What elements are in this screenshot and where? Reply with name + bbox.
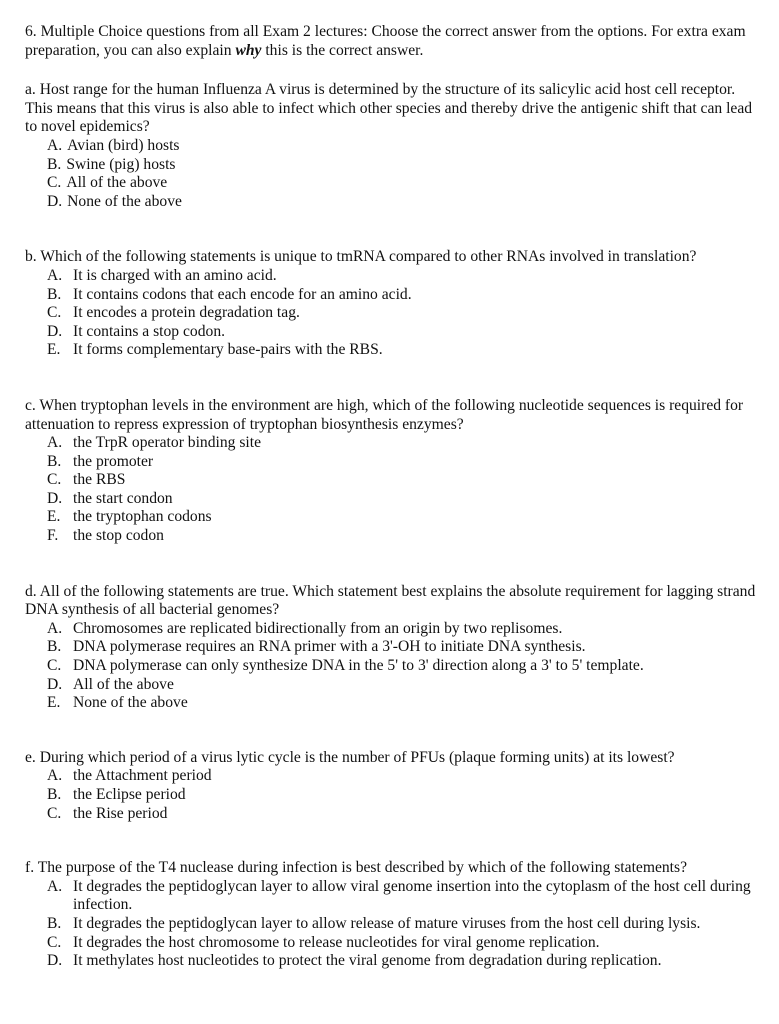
option-letter: C. [47,657,62,675]
instructions-emphasis: why [235,41,262,59]
instructions-header [25,23,757,60]
option-text: It contains codons that each encode for an amino acid. [73,285,412,303]
option-text: the TrpR operator binding site [73,434,261,452]
option-letter: E. [47,341,61,359]
option-list [25,137,757,211]
option-c [47,471,757,490]
option-text: the Eclipse period [73,786,186,803]
option-text: the Attachment period [73,767,212,785]
option-e [47,341,757,360]
option-list [25,878,757,971]
option-list [25,267,757,360]
option-text: Swine (pig) hosts [66,155,176,173]
instructions-text-2: this is the correct answer. [261,41,424,59]
option-letter: D. [47,489,63,507]
option-letter: D. [47,675,63,693]
question-d [25,583,757,713]
question-stem: b. Which of the following statements is unique to tmRNA compared to other RNAs involved in translation? [25,248,697,266]
option-text: the RBS [73,471,126,489]
option-text: the stop codon [73,527,164,545]
option-list [25,767,757,823]
option-b [47,453,757,472]
document [25,23,757,971]
option-c [47,174,757,193]
option-a [47,878,757,915]
option-letter: A. [47,877,63,895]
option-letter: A. [47,266,63,284]
option-text: It encodes a protein degradation tag. [73,304,300,322]
question-c [25,397,757,546]
option-d [47,676,757,695]
option-text: None of the above [73,694,188,712]
option-letter: B. [47,285,62,303]
option-text: All of the above [73,675,174,693]
option-letter: C. [47,174,62,192]
option-d [47,952,757,971]
option-letter: C. [47,304,62,322]
option-letter: D. [47,952,63,970]
question-a [25,81,757,211]
option-letter: B. [47,155,62,173]
option-text: the tryptophan codons [73,508,212,526]
option-e [47,508,757,527]
option-a [47,767,757,786]
option-letter: B. [47,786,62,803]
question-stem: e. During which period of a virus lytic cycle is the number of PFUs (plaque forming units) at its lowest? [25,748,675,766]
option-text: DNA polymerase can only synthesize DNA in the 5' to 3' direction along a 3' to 5' template. [73,657,644,675]
option-c [47,657,757,676]
option-text: It contains a stop codon. [73,322,226,340]
question-b [25,248,757,360]
option-a [47,620,757,639]
instructions-text-1: 6. Multiple Choice questions from all Exam 2 lectures: Choose the correct answer from the options. For extra exam preparation, you can also explain [25,23,746,59]
option-letter: D. [47,192,63,210]
option-text: Chromosomes are replicated bidirectionally from an origin by two replisomes. [73,619,563,637]
option-letter: B. [47,638,62,656]
option-letter: E. [47,508,61,526]
option-text: the promoter [73,452,154,470]
option-text: None of the above [67,192,182,210]
option-letter: D. [47,322,63,340]
question-stem: f. The purpose of the T4 nuclease during infection is best described by which of the following statements? [25,859,687,877]
option-b [47,786,757,805]
option-letter: B. [47,914,62,932]
option-letter: F. [47,527,59,545]
option-f [47,527,757,546]
option-letter: C. [47,804,62,822]
option-b [47,156,757,175]
option-text: All of the above [66,174,168,192]
option-letter: C. [47,471,62,489]
option-letter: A. [47,136,63,154]
option-text: It methylates host nucleotides to protect the viral genome from degradation during replication. [73,952,662,970]
question-stem: a. Host range for the human Influenza A virus is determined by the structure of its salicylic acid host cell receptor. This means that this virus is also able to infect which other species and thereby drive the antigenic shift that can lead to novel epidemics? [25,81,753,136]
option-c [47,934,757,953]
option-a [47,137,757,156]
question-e [25,749,757,823]
option-text: It degrades the host chromosome to release nucleotides for viral genome replication. [73,933,600,951]
option-b [47,915,757,934]
option-letter: E. [47,694,61,712]
option-text: It degrades the peptidoglycan layer to allow viral genome insertion into the cytoplasm of the host cell during infection. [73,877,751,914]
option-d [47,193,757,212]
option-b [47,286,757,305]
question-stem: c. When tryptophan levels in the environment are high, which of the following nucleotide sequences is required for attenuation to repress expression of tryptophan biosynthesis enzymes? [25,396,744,433]
option-text: It is charged with an amino acid. [73,266,277,284]
option-letter: A. [47,619,63,637]
option-d [47,490,757,509]
option-letter: A. [47,767,63,785]
option-text: the Rise period [73,804,168,822]
option-list [25,434,757,546]
option-b [47,638,757,657]
option-text: the start condon [73,489,173,507]
option-a [47,434,757,453]
option-text: Avian (bird) hosts [67,136,180,154]
option-letter: B. [47,452,62,470]
option-a [47,267,757,286]
option-e [47,694,757,713]
question-f [25,859,757,971]
option-text: It degrades the peptidoglycan layer to allow release of mature viruses from the host cell during lysis. [73,914,701,932]
option-letter: A. [47,434,63,452]
option-d [47,323,757,342]
option-letter: C. [47,933,62,951]
question-stem: d. All of the following statements are true. Which statement best explains the absolute requirement for lagging strand DNA synthesis of all bacterial genomes? [25,582,756,619]
option-c [47,805,757,824]
option-c [47,304,757,323]
option-text: DNA polymerase requires an RNA primer with a 3'-OH to initiate DNA synthesis. [73,638,586,656]
option-text: It forms complementary base-pairs with the RBS. [73,341,383,359]
option-list [25,620,757,713]
